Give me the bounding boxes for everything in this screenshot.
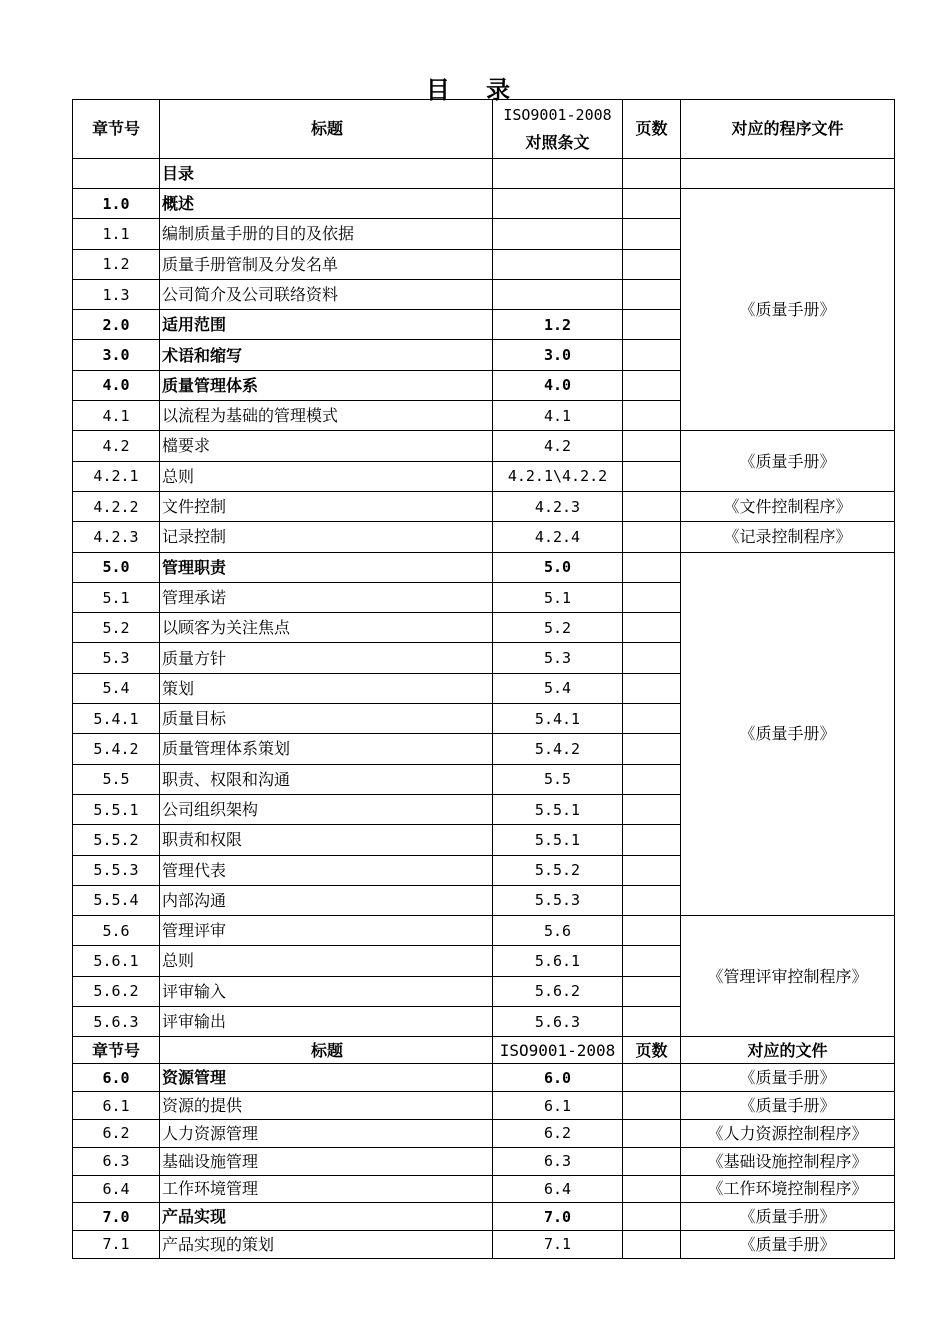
row-pages bbox=[623, 279, 681, 309]
row-chapter: 5.5.3 bbox=[73, 855, 160, 885]
row-pages bbox=[623, 310, 681, 340]
row-doc: 《质量手册》 bbox=[681, 1203, 895, 1231]
row-title: 术语和缩写 bbox=[160, 340, 493, 370]
row-doc: 《基础设施控制程序》 bbox=[681, 1147, 895, 1175]
table-row bbox=[73, 552, 895, 582]
header-iso-line1: ISO9001-2008 bbox=[503, 106, 612, 124]
row-title: 质量手册管制及分发名单 bbox=[160, 249, 493, 279]
row-iso bbox=[493, 189, 623, 219]
row-title: 内部沟通 bbox=[160, 885, 493, 915]
row-pages bbox=[623, 1064, 681, 1092]
row-title: 基础设施管理 bbox=[160, 1147, 493, 1175]
header2-title: 标题 bbox=[160, 1037, 493, 1064]
row-iso: 4.2.1\4.2.2 bbox=[493, 461, 623, 491]
row-title: 公司组织架构 bbox=[160, 794, 493, 824]
row-chapter: 6.1 bbox=[73, 1092, 160, 1120]
header-doc: 对应的程序文件 bbox=[681, 100, 895, 159]
row-chapter: 5.2 bbox=[73, 613, 160, 643]
row-chapter: 1.2 bbox=[73, 249, 160, 279]
row-iso: 6.2 bbox=[493, 1119, 623, 1147]
row-title: 评审输入 bbox=[160, 976, 493, 1006]
row-iso: 5.5.2 bbox=[493, 855, 623, 885]
row-pages bbox=[623, 189, 681, 219]
row-pages bbox=[623, 1092, 681, 1120]
row-pages bbox=[623, 582, 681, 612]
header-iso-line2: 对照条文 bbox=[525, 133, 590, 152]
row-title: 檔要求 bbox=[160, 431, 493, 461]
row-doc-merged: 《质量手册》 bbox=[681, 552, 895, 916]
row-chapter: 5.3 bbox=[73, 643, 160, 673]
row-title: 记录控制 bbox=[160, 522, 493, 552]
row-pages bbox=[623, 613, 681, 643]
row-chapter: 4.0 bbox=[73, 370, 160, 400]
row-pages bbox=[623, 885, 681, 915]
row-iso: 5.2 bbox=[493, 613, 623, 643]
row-title: 质量管理体系 bbox=[160, 370, 493, 400]
row-title: 总则 bbox=[160, 946, 493, 976]
row-iso: 6.4 bbox=[493, 1175, 623, 1203]
row-pages bbox=[623, 1147, 681, 1175]
row-iso bbox=[493, 219, 623, 249]
row-title: 资源管理 bbox=[160, 1064, 493, 1092]
row-title: 评审输出 bbox=[160, 1007, 493, 1037]
row-iso: 6.0 bbox=[493, 1064, 623, 1092]
row-iso: 5.6 bbox=[493, 916, 623, 946]
row-iso bbox=[493, 279, 623, 309]
row-title: 公司简介及公司联络资料 bbox=[160, 279, 493, 309]
header2-pages: 页数 bbox=[623, 1037, 681, 1064]
row-chapter: 5.1 bbox=[73, 582, 160, 612]
table-row bbox=[73, 1147, 895, 1175]
row-pages bbox=[623, 219, 681, 249]
row-iso: 7.0 bbox=[493, 1203, 623, 1231]
row-doc bbox=[681, 159, 895, 189]
table-row bbox=[73, 1119, 895, 1147]
row-title: 适用范围 bbox=[160, 310, 493, 340]
row-title: 管理代表 bbox=[160, 855, 493, 885]
header2-iso: ISO9001-2008 bbox=[493, 1037, 623, 1064]
row-chapter bbox=[73, 159, 160, 189]
table-header-row bbox=[73, 100, 895, 159]
row-chapter: 6.2 bbox=[73, 1119, 160, 1147]
row-pages bbox=[623, 1119, 681, 1147]
table-row bbox=[73, 491, 895, 521]
row-pages bbox=[623, 855, 681, 885]
row-pages bbox=[623, 704, 681, 734]
row-iso: 5.1 bbox=[493, 582, 623, 612]
row-title: 职责、权限和沟通 bbox=[160, 764, 493, 794]
row-iso: 6.1 bbox=[493, 1092, 623, 1120]
table-row bbox=[73, 1231, 895, 1259]
row-doc: 《人力资源控制程序》 bbox=[681, 1119, 895, 1147]
row-iso: 6.3 bbox=[493, 1147, 623, 1175]
row-chapter: 5.4.2 bbox=[73, 734, 160, 764]
row-iso: 4.2.4 bbox=[493, 522, 623, 552]
row-iso: 4.0 bbox=[493, 370, 623, 400]
row-title: 人力资源管理 bbox=[160, 1119, 493, 1147]
row-chapter: 7.1 bbox=[73, 1231, 160, 1259]
row-pages bbox=[623, 1203, 681, 1231]
row-doc: 《质量手册》 bbox=[681, 1092, 895, 1120]
row-doc-merged: 《管理评审控制程序》 bbox=[681, 916, 895, 1037]
table-row bbox=[73, 1175, 895, 1203]
row-iso bbox=[493, 159, 623, 189]
row-chapter: 4.2.2 bbox=[73, 491, 160, 521]
row-pages bbox=[623, 491, 681, 521]
row-title: 质量管理体系策划 bbox=[160, 734, 493, 764]
row-pages bbox=[623, 673, 681, 703]
row-pages bbox=[623, 1007, 681, 1037]
row-pages bbox=[623, 916, 681, 946]
row-doc-merged: 《文件控制程序》 bbox=[681, 491, 895, 521]
row-chapter: 5.5 bbox=[73, 764, 160, 794]
row-title: 概述 bbox=[160, 189, 493, 219]
row-chapter: 6.4 bbox=[73, 1175, 160, 1203]
header-iso bbox=[493, 100, 623, 159]
row-title: 资源的提供 bbox=[160, 1092, 493, 1120]
row-pages bbox=[623, 643, 681, 673]
page-title: 目 录 bbox=[425, 75, 525, 104]
row-chapter: 5.4 bbox=[73, 673, 160, 703]
toc-table bbox=[72, 99, 895, 1259]
table-row bbox=[73, 916, 895, 946]
row-chapter: 6.3 bbox=[73, 1147, 160, 1175]
row-title: 目录 bbox=[160, 159, 493, 189]
row-doc-merged: 《记录控制程序》 bbox=[681, 522, 895, 552]
row-pages bbox=[623, 764, 681, 794]
table-row bbox=[73, 159, 895, 189]
row-chapter: 3.0 bbox=[73, 340, 160, 370]
row-chapter: 2.0 bbox=[73, 310, 160, 340]
table-row bbox=[73, 1203, 895, 1231]
row-pages bbox=[623, 522, 681, 552]
row-doc: 《质量手册》 bbox=[681, 1064, 895, 1092]
row-chapter: 5.4.1 bbox=[73, 704, 160, 734]
row-pages bbox=[623, 946, 681, 976]
row-iso: 5.6.3 bbox=[493, 1007, 623, 1037]
row-chapter: 5.6.3 bbox=[73, 1007, 160, 1037]
row-chapter: 1.3 bbox=[73, 279, 160, 309]
table-row bbox=[73, 189, 895, 219]
row-pages bbox=[623, 370, 681, 400]
row-title: 以流程为基础的管理模式 bbox=[160, 401, 493, 431]
row-title: 产品实现的策划 bbox=[160, 1231, 493, 1259]
row-doc: 《工作环境控制程序》 bbox=[681, 1175, 895, 1203]
row-pages bbox=[623, 1231, 681, 1259]
row-iso: 5.5.3 bbox=[493, 885, 623, 915]
row-chapter: 4.2.3 bbox=[73, 522, 160, 552]
row-pages bbox=[623, 340, 681, 370]
row-iso: 5.4.1 bbox=[493, 704, 623, 734]
row-chapter: 6.0 bbox=[73, 1064, 160, 1092]
header-title: 标题 bbox=[160, 100, 493, 159]
row-pages bbox=[623, 1175, 681, 1203]
row-pages bbox=[623, 461, 681, 491]
table-header-row-2 bbox=[73, 1037, 895, 1064]
row-pages bbox=[623, 401, 681, 431]
row-chapter: 5.6 bbox=[73, 916, 160, 946]
header-chapter: 章节号 bbox=[73, 100, 160, 159]
row-chapter: 5.6.1 bbox=[73, 946, 160, 976]
row-title: 产品实现 bbox=[160, 1203, 493, 1231]
header-pages: 页数 bbox=[623, 100, 681, 159]
row-pages bbox=[623, 431, 681, 461]
row-iso: 5.0 bbox=[493, 552, 623, 582]
row-iso: 4.2.3 bbox=[493, 491, 623, 521]
table-row bbox=[73, 522, 895, 552]
row-title: 管理职责 bbox=[160, 552, 493, 582]
row-doc-merged: 《质量手册》 bbox=[681, 189, 895, 431]
row-iso: 5.4.2 bbox=[493, 734, 623, 764]
row-title: 总则 bbox=[160, 461, 493, 491]
row-iso: 7.1 bbox=[493, 1231, 623, 1259]
header2-chapter: 章节号 bbox=[73, 1037, 160, 1064]
row-title: 职责和权限 bbox=[160, 825, 493, 855]
table-row bbox=[73, 1092, 895, 1120]
row-iso: 5.6.2 bbox=[493, 976, 623, 1006]
row-title: 质量目标 bbox=[160, 704, 493, 734]
row-title: 管理评审 bbox=[160, 916, 493, 946]
row-chapter: 5.0 bbox=[73, 552, 160, 582]
row-iso: 5.6.1 bbox=[493, 946, 623, 976]
table-row bbox=[73, 1064, 895, 1092]
row-chapter: 5.5.2 bbox=[73, 825, 160, 855]
row-doc-merged: 《质量手册》 bbox=[681, 431, 895, 492]
row-chapter: 4.2.1 bbox=[73, 461, 160, 491]
row-iso bbox=[493, 249, 623, 279]
row-doc: 《质量手册》 bbox=[681, 1231, 895, 1259]
row-iso: 5.5 bbox=[493, 764, 623, 794]
row-chapter: 4.1 bbox=[73, 401, 160, 431]
row-iso: 5.5.1 bbox=[493, 794, 623, 824]
row-pages bbox=[623, 825, 681, 855]
row-pages bbox=[623, 794, 681, 824]
row-title: 工作环境管理 bbox=[160, 1175, 493, 1203]
row-pages bbox=[623, 734, 681, 764]
row-iso: 5.4 bbox=[493, 673, 623, 703]
row-iso: 3.0 bbox=[493, 340, 623, 370]
row-iso: 4.2 bbox=[493, 431, 623, 461]
row-chapter: 4.2 bbox=[73, 431, 160, 461]
row-title: 管理承诺 bbox=[160, 582, 493, 612]
row-iso: 5.3 bbox=[493, 643, 623, 673]
row-chapter: 1.0 bbox=[73, 189, 160, 219]
row-pages bbox=[623, 159, 681, 189]
header2-doc: 对应的文件 bbox=[681, 1037, 895, 1064]
row-title: 文件控制 bbox=[160, 491, 493, 521]
row-chapter: 5.5.1 bbox=[73, 794, 160, 824]
row-iso: 1.2 bbox=[493, 310, 623, 340]
row-title: 编制质量手册的目的及依据 bbox=[160, 219, 493, 249]
row-chapter: 5.6.2 bbox=[73, 976, 160, 1006]
row-iso: 4.1 bbox=[493, 401, 623, 431]
row-pages bbox=[623, 249, 681, 279]
row-title: 质量方针 bbox=[160, 643, 493, 673]
row-chapter: 7.0 bbox=[73, 1203, 160, 1231]
row-iso: 5.5.1 bbox=[493, 825, 623, 855]
row-chapter: 1.1 bbox=[73, 219, 160, 249]
table-row bbox=[73, 431, 895, 461]
row-pages bbox=[623, 976, 681, 1006]
row-title: 策划 bbox=[160, 673, 493, 703]
row-title: 以顾客为关注焦点 bbox=[160, 613, 493, 643]
row-chapter: 5.5.4 bbox=[73, 885, 160, 915]
row-pages bbox=[623, 552, 681, 582]
